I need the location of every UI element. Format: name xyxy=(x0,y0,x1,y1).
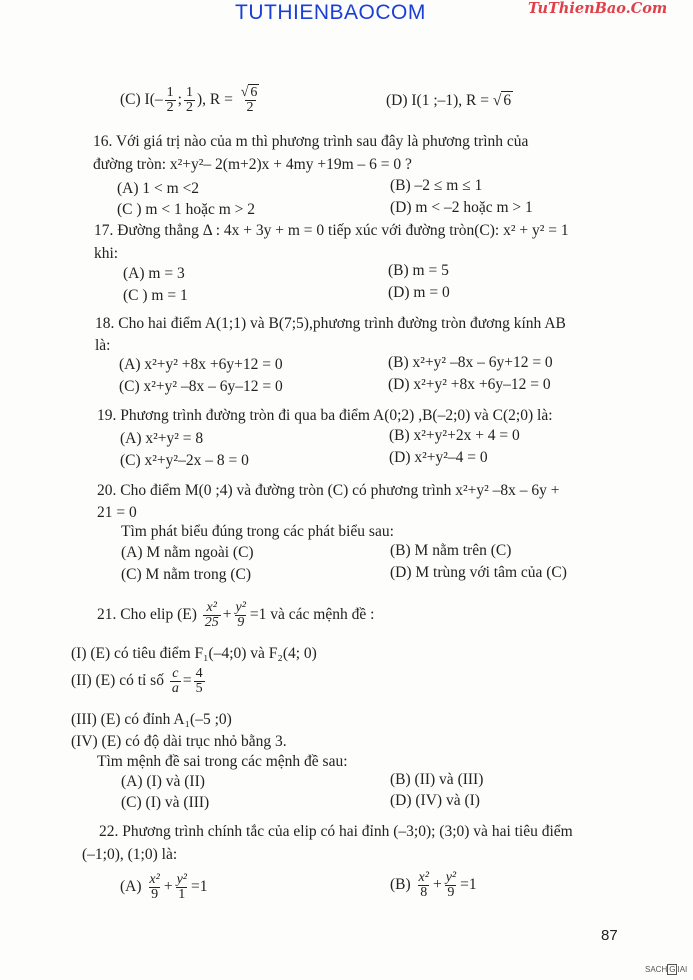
q18-option-a: (A) x²+y² +8x +6y+12 = 0 xyxy=(119,356,283,373)
q17-option-a: (A) m = 3 xyxy=(123,265,185,282)
q18-stem-line2: là: xyxy=(95,337,111,354)
q16-option-b: (B) –2 ≤ m ≤ 1 xyxy=(390,177,483,194)
page-number: 87 xyxy=(601,927,618,944)
q21-option-d: (D) (IV) và (I) xyxy=(390,792,480,809)
q22-stem-line2: (–1;0), (1;0) là: xyxy=(82,846,178,863)
q19-option-d: (D) x²+y²–4 = 0 xyxy=(389,449,488,466)
q22-stem-line1: 22. Phương trình chính tắc của elip có hai đỉnh (–3;0); (3;0) và hai tiêu điểm xyxy=(99,823,573,840)
q19-stem-line1: 19. Phương trình đường tròn đi qua ba điểm A(0;2) ,B(–2;0) và C(2;0) là: xyxy=(97,407,553,424)
q21-statement-3: (III) (E) có đỉnh A₁(–5 ;0) xyxy=(71,711,232,728)
q19-option-c: (C) x²+y²–2x – 8 = 0 xyxy=(120,452,249,469)
q21-statement-2: (II) (E) có tỉ số $\frac{c}{a}$ = $\frac{4}{5}$ xyxy=(71,666,203,696)
q17-option-d: (D) m = 0 xyxy=(388,284,450,301)
q20-option-a: (A) M nằm ngoài (C) xyxy=(121,544,254,561)
q16-option-d: (D) m < –2 hoặc m > 1 xyxy=(390,199,533,216)
q18-option-d: (D) x²+y² +8x +6y–12 = 0 xyxy=(388,376,551,393)
q20-option-b: (B) M nằm trên (C) xyxy=(390,542,512,559)
site-header: TUTHIENBAOCOM xyxy=(235,1,426,24)
q21-option-b: (B) (II) và (III) xyxy=(390,771,484,788)
q19-option-a: (A) x²+y² = 8 xyxy=(120,430,204,447)
q16-option-a: (A) 1 < m <2 xyxy=(117,180,200,197)
q22-option-a: (A) $\frac{\text{x²}}{9}$ + $\frac{\text{y²}}{1}$ =1 xyxy=(120,872,208,902)
q16-option-c: (C ) m < 1 hoặc m > 2 xyxy=(117,201,256,218)
q21-stem: 21. Cho elip (E) $\frac{\text{x²}}{25}$ + $\frac{\text{y²}}{9}$ =1 và các mệnh đề : xyxy=(97,600,375,630)
watermark: SACH G IAI xyxy=(645,965,688,974)
q19-option-b: (B) x²+y²+2x + 4 = 0 xyxy=(389,427,520,444)
q17-stem-line2: khi: xyxy=(94,245,119,262)
q21-statement-4: (IV) (E) có độ dài trục nhỏ bằng 3. xyxy=(71,733,287,750)
q18-option-b: (B) x²+y² –8x – 6y+12 = 0 xyxy=(388,354,553,371)
q16-stem-line1: 16. Với giá trị nào của m thì phương trình sau đây là phương trình của xyxy=(93,133,529,150)
q17-option-b: (B) m = 5 xyxy=(388,262,449,279)
q22-option-b: (B) $\frac{\text{x²}}{8}$ + $\frac{\text{y²}}{9}$ =1 xyxy=(390,870,477,900)
q20-stem-line1: 20. Cho điểm M(0 ;4) và đường tròn (C) có phương trình x²+y² –8x – 6y + xyxy=(97,482,560,499)
q16-stem-line2: đường tròn: x²+y²– 2(m+2)x + 4my +19m – 6 = 0 ? xyxy=(93,156,412,173)
q18-stem-line1: 18. Cho hai điểm A(1;1) và B(7;5),phương trình đường tròn đương kính AB xyxy=(95,315,566,332)
q20-stem-line2: 21 = 0 xyxy=(97,504,137,521)
q17-stem-line1: 17. Đường thẳng Δ : 4x + 3y + m = 0 tiếp xúc với đường tròn(C): x² + y² = 1 xyxy=(94,222,569,239)
q21-option-c: (C) (I) và (III) xyxy=(121,794,210,811)
q15-option-d: (D) I(1 ;–1), R = √ 6 xyxy=(386,92,512,109)
q20-prompt: Tìm phát biểu đúng trong các phát biểu sau: xyxy=(121,523,394,540)
q18-option-c: (C) x²+y² –8x – 6y–12 = 0 xyxy=(119,378,283,395)
q20-option-d: (D) M trùng với tâm của (C) xyxy=(390,564,567,581)
q15-option-c: (C) I(– $\frac{1}{2}$ ; $\frac{1}{2}$ ), R = $\frac{√ 6}{2}$ xyxy=(120,85,258,115)
q20-option-c: (C) M nằm trong (C) xyxy=(121,566,252,583)
q21-option-a: (A) (I) và (II) xyxy=(121,773,205,790)
site-logo: TuThienBao.Com xyxy=(528,0,668,17)
q21-statement-1: (I) (E) có tiêu điểm F₁(–4;0) và F₂(4; 0) xyxy=(71,645,317,662)
q17-option-c: (C ) m = 1 xyxy=(123,287,188,304)
q21-prompt: Tìm mệnh đề sai trong các mệnh đề sau: xyxy=(97,753,348,770)
